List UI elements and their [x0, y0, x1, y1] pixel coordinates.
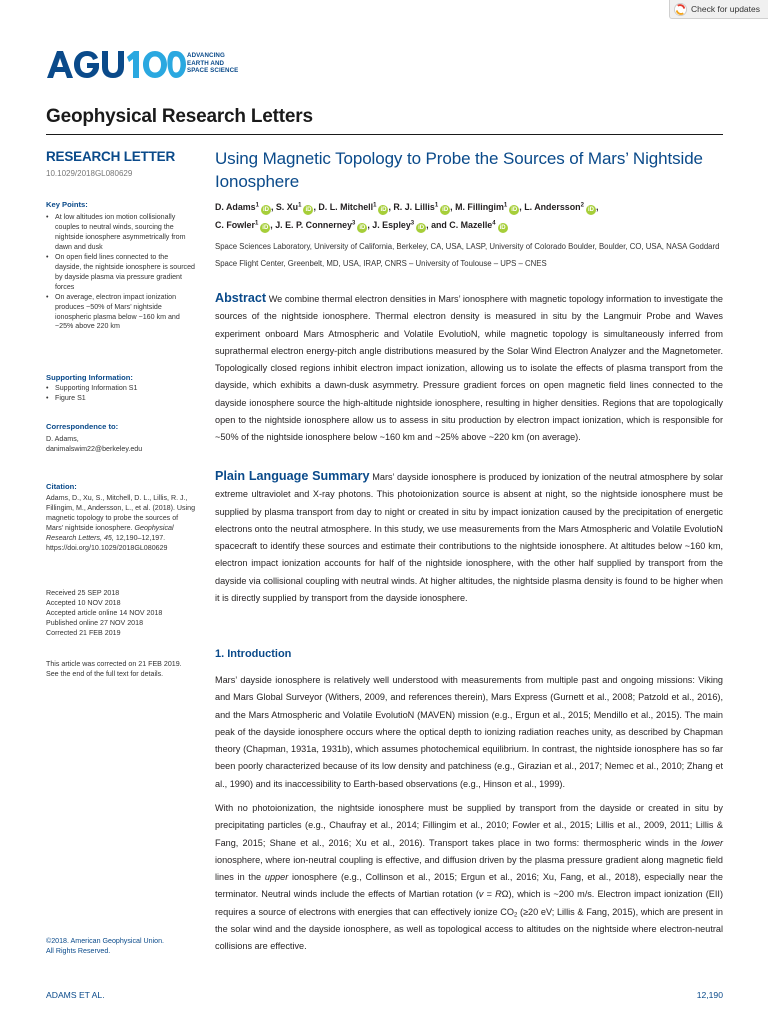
article-title: Using Magnetic Topology to Probe the Sources of Mars’ Nightside Ionosphere — [215, 149, 703, 191]
journal-title[interactable]: Geophysical Research Letters — [46, 106, 313, 127]
orcid-icon[interactable]: iD — [359, 224, 366, 231]
author[interactable]: M. Fillingim$^1$iD , — [455, 202, 522, 213]
doi[interactable]: 10.1029/2018GL080629 — [46, 169, 133, 178]
orcid-icon[interactable]: iD — [499, 224, 506, 231]
date-published: Published online 27 NOV 2018 — [46, 619, 144, 627]
author[interactable]: L. Andersson$^2$iD , — [524, 202, 599, 213]
abstract-text: We combine thermal electron densities in Mars’ ionosphere with magnetic topology information to investigate the sources of the nightside ionosphere. Thermal electron density is measured in situ by the Langmuir Probe and Waves experiment onboard Mars Atmospheric and Volatile EvolutioN, while magnetic topology is simultaneously inferred from suprathermal electron energy-pitch angle distributions measured by the Solar Wind Electron Analyzer and the Magnetometer. Topologically closed regions inhibit electron impact ionization, allowing us to isolate the effects of plasma transport from the dayside, which exhibits a dawn-dusk asymmetry. Pressure gradient forces on open magnetic field lines connected to the dayside ionosphere source the high-altitude nightside ionosphere, resulting in higher densities. Regions that are topologically open to the nightside ionosphere allow us to assess in situ production by electron impact ionization, which is responsible for ~50% of the nightside ionosphere below ~160 km and ~25% above ~220 km (on average). — [215, 294, 723, 443]
citation-text — [46, 493, 196, 553]
key-point: • At low altitudes ion motion collisionally couples to neutral winds, sourcing the nightside ionosphere asymmetrically from dawn and dusk — [46, 213, 196, 253]
abstract-heading: Abstract — [215, 291, 267, 305]
correspondence-name: D. Adams, — [46, 435, 79, 443]
author[interactable]: and C. Mazelle$^4$iD — [431, 219, 506, 231]
key-point: • On open field lines connected to the dayside, the nightside ionosphere is sourced by dayside plasma via pressure gradient forces — [46, 253, 196, 293]
citation-authors: Adams, D., Xu, S., Mitchell, D. L., Lillis, R. J., Fillingim, M., Andersson, L., et al. (2018). Using magnetic topology to probe the sources of Mars’ nightside ionosphere. — [46, 494, 196, 532]
supporting-info-section — [46, 373, 196, 404]
check-updates-icon — [674, 3, 687, 16]
orcid-icon[interactable]: iD — [587, 207, 594, 213]
author[interactable]: D. Adams$^1$iD , — [215, 202, 274, 213]
orcid-icon[interactable]: iD — [511, 207, 518, 213]
agu100-logo-mark — [46, 48, 186, 80]
logo-tagline-line3: SPACE SCIENCE — [187, 67, 239, 75]
orcid-icon[interactable]: iD — [442, 207, 449, 213]
header-rule — [46, 134, 723, 135]
footer-authors: ADAMS ET AL. — [46, 990, 105, 1000]
orcid-icon[interactable]: iD — [380, 207, 387, 213]
author-line-2 — [215, 217, 723, 235]
orcid-icon[interactable]: iD — [305, 207, 312, 213]
citation-doi[interactable]: 12,190–12,197. https://doi.org/10.1029/2018GL080629 — [46, 534, 168, 552]
pls-text: Mars’ dayside ionosphere is produced by ionization of the neutral atmosphere by solar extreme ultraviolet and X-ray photons. This photoionization source is absent at night, so the nightside ionosphere must be supplied by plasma transport from day to night or created in situ by impact ionization caused by the precipitation of energetic electrons onto the neutral atmosphere. In this study, we use measurements from the Mars Atmospheric and Volatile EvolutioN spacecraft to identify these sources and estimate their contributions to the nightside ionosphere. At altitudes below ~160 km, electron impact ionization accounts for half of the nightside ionosphere, with the other half supplied by transport from the dayside via collisional coupling with neutral winds. At higher altitudes, the nightside plasma density is found to be higher when it is directly supplied by transport from the dayside ionosphere. — [215, 472, 723, 604]
abstract — [215, 290, 723, 447]
supporting-info-list — [46, 384, 196, 404]
orcid-icon[interactable]: iD — [262, 207, 269, 213]
supporting-info-item[interactable]: • Figure S1 — [46, 394, 196, 404]
intro-paragraph-1 — [215, 672, 723, 793]
citation-heading: Citation: — [46, 482, 77, 491]
intro-paragraph-2: With no photoionization, the nightside ionosphere must be supplied by transport from the dayside or created in situ by precipitating particles (e.g., Chaufray et al., 2014; Fillingim et al., 2010; Fowler et al., 2015; Lillis et al., 2009, 2011; Lillis & Fang, 2015; Shane et al., 2016; Xu et al., 2016). Transport takes place in two forms: thermospheric winds in the lower ionosphere, where ion-neutral coupling is effective, and diffusion driven by the plasma pressure gradient along magnetic field lines in the upper ionosphere (e.g., Collinson et al., 2015; Ergun et al., 2016; Xu, Fang, et al., 2018), especially near the terminator. Neutral winds include the effects of Martian rotation (v = RΩ), which is ~200 m/s. Electron impact ionization (EII) requires a source of electrons with energies that can effectively ionize $CO_2$ (≥20 eV; Lillis & Fang, 2015), which are present in the solar wind and the dayside ionosphere, as well as topological access to altitudes on the nightside where electron-neutral collisions are effective. — [215, 803, 724, 952]
correspondence-email[interactable]: danimalswim22@berkeley.edu — [46, 445, 143, 453]
copyright — [46, 936, 196, 956]
author[interactable]: R. J. Lillis$^1$iD , — [393, 202, 453, 213]
key-point: • On average, electron impact ionization produces ~50% of Mars’ nightside ionospheric plasma below ~160 km and ~25% above 220 km — [46, 293, 196, 333]
date-received: Received 25 SEP 2018 — [46, 589, 120, 597]
check-for-updates-button[interactable] — [669, 0, 768, 19]
article-dates — [46, 588, 196, 638]
correction-note: This article was corrected on 21 FEB 2019. See the end of the full text for details. — [46, 660, 182, 678]
author[interactable]: D. L. Mitchell$^1$iD , — [318, 202, 391, 213]
date-accepted: Accepted 10 NOV 2018 — [46, 599, 121, 607]
logo-tagline — [187, 52, 238, 75]
author[interactable]: J. Espley$^3$iD , — [372, 219, 429, 231]
page-number: 12,190 — [696, 990, 723, 1000]
supporting-info-heading: Supporting Information: — [46, 373, 133, 382]
citation-journal: Geophysical Research Letters, 45, — [46, 524, 174, 542]
check-updates-label: Check for updates — [691, 4, 760, 14]
key-points-heading: Key Points: — [46, 200, 88, 209]
supporting-info-item[interactable]: • Supporting Information S1 — [46, 384, 196, 394]
copyright-line2: All Rights Reserved. — [46, 947, 111, 955]
date-corrected: Corrected 21 FEB 2019 — [46, 629, 121, 637]
key-points-section — [46, 200, 196, 332]
intro-paragraph-1-text: Mars’ dayside ionosphere is relatively well understood with measurements from multiple past and ongoing missions: Viking and Mars Global Surveyor (Withers, 2009, and references therein), Mars Express (Gurnett et al., 2008; Patzold et al., 2016), and the Mars Atmospheric and Volatile EvolutioN (MAVEN) mission (e.g., Ergun et al., 2015; Mendillo et al., 2015). The main peak of the dayside ionosphere occurs where the optical depth to ionizing radiation reaches unity, as described by Chapman theory (Chapman, 1931a, 1931b), which assumes photochemical equilibrium. In contrast, the nightside ionosphere has so far been poorly characterized because of its low density and patchiness (e.g., Girazian et al., 2017; Nemec et al., 2010; Zhang et al., 1990) and its inaccessibility to Earth-based observations (e.g., Hinson et al., 1999). — [215, 675, 723, 789]
author-line-1 — [215, 199, 723, 217]
affiliations: Space Sciences Laboratory, University of California, Berkeley, CA, USA, LASP, University of Colorado Boulder, Boulder, CO, USA, NASA Goddard Space Flight Center, Greenbelt, MD, USA, IRAP, CNRS – University of Toulouse – UPS – CNES — [215, 242, 720, 268]
key-points-list — [46, 213, 196, 332]
plain-language-summary — [215, 468, 723, 607]
pls-heading: Plain Language Summary — [215, 469, 370, 483]
author[interactable]: J. E. P. Connerney$^3$iD , — [275, 219, 370, 231]
date-accepted-online: Accepted article online 14 NOV 2018 — [46, 609, 163, 617]
orcid-icon[interactable]: iD — [262, 224, 269, 231]
section-heading-introduction: 1. Introduction — [215, 648, 292, 660]
orcid-icon[interactable]: iD — [418, 224, 425, 231]
author-list — [215, 199, 723, 234]
copyright-line1: ©2018. American Geophysical Union. — [46, 937, 165, 945]
author[interactable]: C. Fowler$^1$iD , — [215, 219, 273, 231]
correspondence-heading: Correspondence to: — [46, 422, 119, 431]
logo-tagline-line1: ADVANCING — [187, 52, 225, 59]
author[interactable]: S. Xu$^1$iD , — [275, 202, 316, 213]
citation-section — [46, 482, 196, 553]
article-type: RESEARCH LETTER — [46, 149, 176, 164]
correspondence-section — [46, 422, 196, 454]
logo-tagline-line2: EARTH AND — [187, 59, 225, 67]
